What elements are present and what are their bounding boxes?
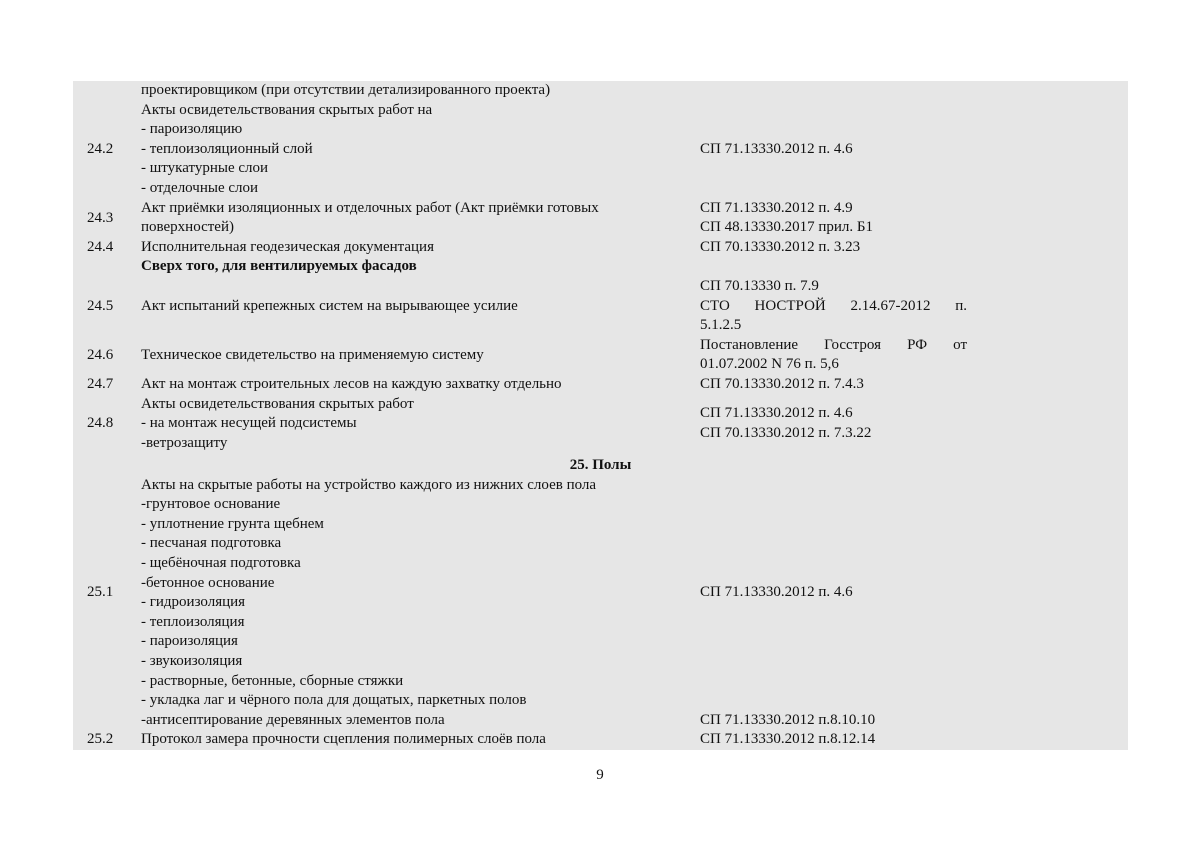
row-24-8-ref: СП 71.13330.2012 п. 4.6 — [700, 405, 853, 422]
section-heading-floors: 25. Полы — [569, 457, 632, 473]
row-25-2-number: 25.2 — [87, 731, 114, 748]
row-24-6-number: 24.6 — [87, 346, 114, 363]
row-24-7-ref: СП 70.13330.2012 п. 7.4.3 — [700, 376, 864, 392]
row-24-6-text: Техническое свидетельство на применяемую систему — [141, 346, 484, 363]
row-24-3-ref: СП 71.13330.2012 п. 4.9 — [700, 199, 853, 216]
row-25-1-text: -антисептирование деревянных элементов пола — [141, 711, 445, 728]
row-24-4-ref: СП 70.13330.2012 п. 3.23 — [700, 238, 861, 255]
row-25-1-text: -бетонное основание — [141, 574, 275, 591]
row-25-1-text: - пароизоляция — [141, 633, 238, 650]
row-25-1-ref: СП 71.13330.2012 п. 4.6 — [700, 584, 853, 601]
row-25-1-text: - щебёночная подготовка — [141, 555, 301, 571]
row-25-1-text: - песчаная подготовка — [141, 535, 282, 552]
row-24-2-text: Акты освидетельствования скрытых работ на — [141, 101, 433, 118]
row-25-1-ref: СП 71.13330.2012 п.8.10.10 — [700, 711, 876, 728]
row-24-8-text: -ветрозащиту — [141, 434, 228, 451]
row-24-5-ref: 5.1.2.5 — [700, 317, 742, 334]
row-24-8-text: - на монтаж несущей подсистемы — [141, 415, 357, 432]
row-25-1-text: - звукоизоляция — [141, 653, 243, 669]
row-24-2-number: 24.2 — [87, 140, 114, 157]
row-25-2-ref: СП 71.13330.2012 п.8.12.14 — [700, 731, 876, 748]
row-25-1-text: - растворные, бетонные, сборные стяжки — [141, 672, 404, 689]
row-24-4-text: Исполнительная геодезическая документация — [141, 238, 434, 255]
row-24-2-text: - штукатурные слои — [141, 160, 269, 177]
row-24-5-ref: СП 70.13330 п. 7.9 — [700, 278, 819, 294]
row-24-8-number: 24.8 — [87, 415, 114, 432]
row-25-1-text: - теплоизоляция — [141, 613, 245, 630]
row-25-1-text: - уплотнение грунта щебнем — [141, 515, 324, 532]
row-24-4-number: 24.4 — [87, 238, 114, 255]
row-24-5-ref: СТО НОСТРОЙ 2.14.67-2012 п. — [700, 297, 967, 314]
row-24-3-number: 24.3 — [87, 209, 114, 226]
row-24-5-number: 24.5 — [87, 297, 114, 314]
row-24-3-text: поверхностей) — [141, 219, 234, 236]
row-25-2-text: Протокол замера прочности сцепления полимерных слоёв пола — [141, 731, 546, 748]
row-24-7-number: 24.7 — [87, 376, 114, 392]
row-25-1-text: - укладка лаг и чёрного пола для дощатых, паркетных полов — [141, 692, 527, 709]
row-24-6-ref: Постановление Госстроя РФ от — [700, 336, 967, 353]
row-25-1-text: Акты на скрытые работы на устройство каждого из нижних слоев пола — [141, 476, 597, 493]
row-24-6-ref: 01.07.2002 N 76 п. 5,6 — [700, 356, 839, 373]
row-24-7-text: Акт на монтаж строительных лесов на каждую захватку отдельно — [141, 376, 562, 392]
row-24-5-text: Акт испытаний крепежных систем на вырывающее усилие — [141, 297, 518, 314]
row-24-2-text: - отделочные слои — [141, 180, 259, 196]
row-24-2-text: - пароизоляцию — [141, 121, 243, 138]
row-24-8-text: Акты освидетельствования скрытых работ — [141, 395, 414, 412]
row-24-2-ref: СП 71.13330.2012 п. 4.6 — [700, 140, 853, 157]
row-25-1-text: - гидроизоляция — [141, 594, 246, 611]
row-prev-text: проектировщиком (при отсутствии детализированного проекта) — [141, 82, 551, 98]
row-24-8-ref: СП 70.13330.2012 п. 7.3.22 — [700, 425, 872, 441]
row-25-1-number: 25.1 — [87, 584, 114, 601]
row-25-1-text: -грунтовое основание — [141, 496, 281, 513]
row-24-2-text: - теплоизоляционный слой — [141, 140, 313, 157]
row-24-3-text: Акт приёмки изоляционных и отделочных работ (Акт приёмки готовых — [141, 199, 599, 216]
row-24-3-ref: СП 48.13330.2017 прил. Б1 — [700, 219, 873, 236]
document-table — [73, 81, 1128, 750]
subheading-ventilated-facades: Сверх того, для вентилируемых фасадов — [141, 258, 417, 275]
page-number: 9 — [596, 767, 604, 783]
